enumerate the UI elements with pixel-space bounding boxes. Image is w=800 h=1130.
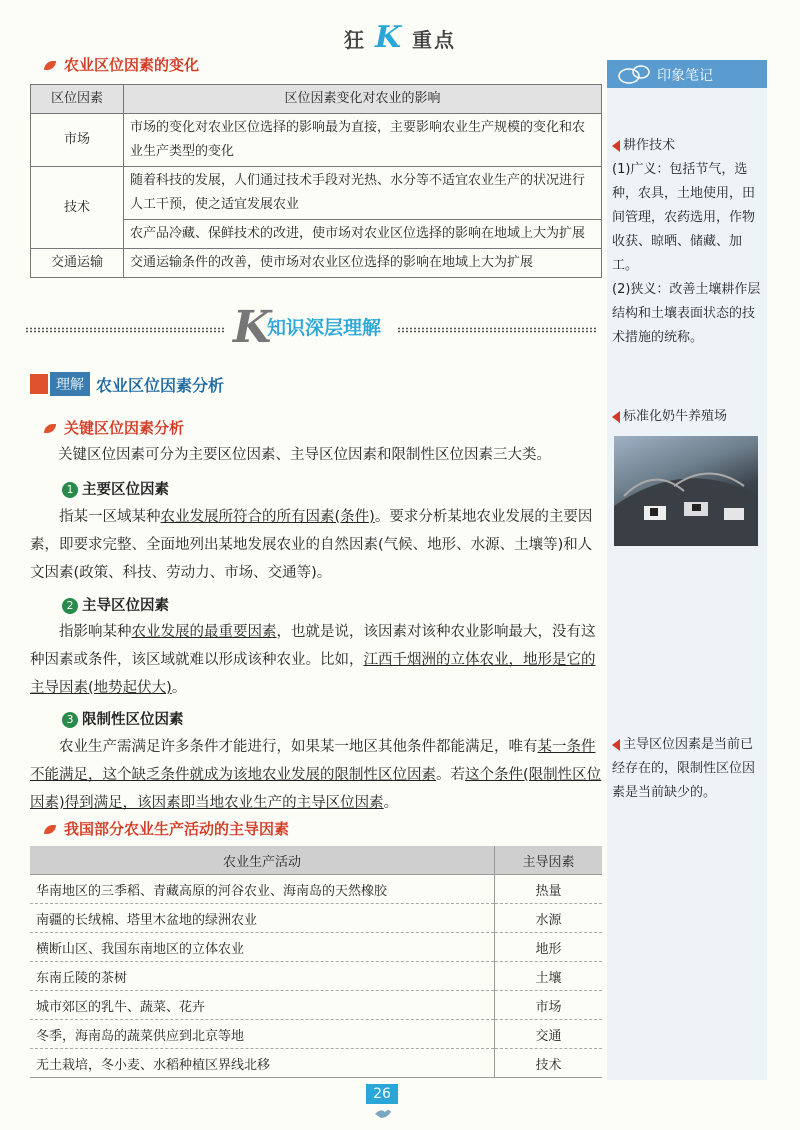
understand-tag: 理解 bbox=[50, 372, 90, 396]
header-left: 狂 bbox=[343, 28, 366, 52]
text-run: 。若 bbox=[436, 767, 465, 783]
item2-title: 主导区位因素 bbox=[82, 598, 169, 614]
activity-cell: 城市郊区的乳牛、蔬菜、花卉 bbox=[30, 991, 495, 1020]
text-run: 。 bbox=[171, 680, 187, 696]
traffic-effect: 交通运输条件的改善，使市场对农业区位选择的影响在地域上大为扩展 bbox=[124, 249, 602, 278]
table-header: 农业生产活动 bbox=[30, 846, 495, 875]
dairy-farm-photo bbox=[614, 436, 758, 546]
activity-cell: 横断山区、我国东南地区的立体农业 bbox=[30, 933, 495, 962]
underlined-text: 这个条件(限制性区位因素)得到满足，该因素即当地农业生产的主导区位因素 bbox=[30, 767, 602, 811]
table-row bbox=[31, 167, 602, 220]
note-text: (2)狭义：改善土壤耕作层结构和土壤表面状态的技术措施的统称。 bbox=[612, 282, 761, 345]
table-row bbox=[30, 1049, 602, 1078]
sidebar-title: 印象笔记 bbox=[657, 68, 713, 84]
table-header: 区位因素变化对农业的影响 bbox=[124, 85, 602, 114]
table-row bbox=[31, 114, 602, 167]
table-row bbox=[30, 1020, 602, 1049]
dotted-divider-right bbox=[397, 327, 597, 333]
table-header-row bbox=[30, 846, 602, 875]
section2-title: 农业区位因素分析 bbox=[96, 375, 225, 395]
section2-heading bbox=[30, 372, 224, 398]
factor-cell: 水源 bbox=[495, 904, 603, 933]
notebook-doodle-icon bbox=[615, 60, 655, 88]
section3-title: 我国部分农业生产活动的主导因素 bbox=[64, 820, 290, 838]
note-farming-tech bbox=[612, 134, 762, 350]
note-title: 耕作技术 bbox=[623, 138, 676, 153]
item1-heading bbox=[62, 478, 169, 499]
book-icon bbox=[30, 374, 48, 394]
factor-cell: 交通 bbox=[495, 1020, 603, 1049]
table-header: 主导因素 bbox=[495, 846, 603, 875]
factor-cell: 地形 bbox=[495, 933, 603, 962]
red-arrow-icon bbox=[612, 140, 620, 152]
item3-title: 限制性区位因素 bbox=[82, 712, 184, 728]
page-number: 26 bbox=[366, 1084, 398, 1104]
item2-heading bbox=[62, 594, 169, 615]
page-header bbox=[0, 20, 800, 55]
text-run: 。 bbox=[383, 795, 399, 811]
note-heading bbox=[612, 134, 762, 158]
text-run: 指某一区域某种 bbox=[59, 509, 161, 525]
text-run: 指影响某种 bbox=[59, 624, 132, 640]
number-badge: 2 bbox=[62, 598, 78, 614]
activity-cell: 东南丘陵的茶树 bbox=[30, 962, 495, 991]
knowledge-banner bbox=[175, 302, 575, 353]
table-row bbox=[30, 991, 602, 1020]
table-row bbox=[30, 875, 602, 904]
underlined-text: 农业发展的最重要因素 bbox=[131, 624, 277, 640]
item2-paragraph bbox=[30, 618, 604, 702]
market-effect: 市场的变化对农业区位选择的影响最为直接，主要影响农业生产规模的变化和农业生产类型的变化 bbox=[124, 114, 602, 167]
factor-market: 市场 bbox=[31, 114, 124, 167]
note-text: 主导区位因素是当前已经存在的，限制性区位因素是当前缺少的。 bbox=[612, 737, 756, 800]
number-badge: 3 bbox=[62, 712, 78, 728]
text-run: ，也就是说，该因素对该种农业影响最大，没有这种因素或条件，该区域就难以形成该种农业。比如， bbox=[30, 624, 596, 668]
bird-icon bbox=[373, 1106, 393, 1120]
table-header-row bbox=[31, 85, 602, 114]
number-badge: 1 bbox=[62, 482, 78, 498]
sidebar-header bbox=[607, 60, 767, 88]
leaf-icon bbox=[44, 424, 56, 433]
dominant-factor-table bbox=[30, 846, 602, 1078]
item3-heading bbox=[62, 708, 184, 729]
factor-traffic: 交通运输 bbox=[31, 249, 124, 278]
banner-title: 知识深层理解 bbox=[267, 317, 382, 339]
activity-cell: 冬季，海南岛的蔬菜供应到北京等地 bbox=[30, 1020, 495, 1049]
item3-paragraph bbox=[30, 733, 604, 817]
item1-title: 主要区位因素 bbox=[82, 482, 169, 498]
factor-tech: 技术 bbox=[31, 167, 124, 249]
subsection-title: 关键区位因素分析 bbox=[64, 419, 185, 437]
note-dominant-factor bbox=[612, 733, 764, 805]
text-run: 农业生产需满足许多条件才能进行，如果某一地区其他条件都能满足，唯有 bbox=[59, 739, 538, 755]
red-arrow-icon bbox=[612, 739, 620, 751]
header-k-logo: K bbox=[374, 20, 404, 55]
dairy-farm-image bbox=[614, 436, 758, 546]
section1-title: 农业区位因素的变化 bbox=[64, 56, 200, 74]
tech-effect-2: 农产品冷藏、保鲜技术的改进，使市场对农业区位选择的影响在地域上大为扩展 bbox=[124, 220, 602, 249]
dotted-divider-left bbox=[25, 327, 225, 333]
caption-text: 标准化奶牛养殖场 bbox=[623, 409, 728, 424]
table-row bbox=[30, 962, 602, 991]
underlined-text: 某一条件不能满足，这个缺乏条件就成为该地农业发展的限制性区位因素 bbox=[30, 739, 596, 783]
red-arrow-icon bbox=[612, 411, 620, 423]
item1-paragraph bbox=[30, 503, 604, 587]
table-row bbox=[30, 904, 602, 933]
factor-change-table bbox=[30, 84, 602, 278]
header-right: 重点 bbox=[412, 28, 456, 52]
factor-cell: 热量 bbox=[495, 875, 603, 904]
activity-cell: 华南地区的三季稻、青藏高原的河谷农业、海南岛的天然橡胶 bbox=[30, 875, 495, 904]
photo-caption bbox=[612, 405, 762, 429]
leaf-icon bbox=[44, 61, 56, 70]
subsection-heading bbox=[44, 417, 184, 438]
factor-cell: 土壤 bbox=[495, 962, 603, 991]
underlined-text: 农业发展所符合的所有因素(条件) bbox=[160, 509, 375, 525]
leaf-icon bbox=[44, 825, 56, 834]
section1-heading bbox=[44, 54, 199, 75]
table-row bbox=[30, 933, 602, 962]
factor-cell: 技术 bbox=[495, 1049, 603, 1078]
underlined-text: 江西千烟洲的立体农业，地形是它的主导因素(地势起伏大) bbox=[30, 652, 596, 696]
table-header: 区位因素 bbox=[31, 85, 124, 114]
activity-cell: 南疆的长绒棉、塔里木盆地的绿洲农业 bbox=[30, 904, 495, 933]
banner-k-logo: K bbox=[233, 302, 272, 353]
intro-paragraph: 关键区位因素可分为主要区位因素、主导区位因素和限制性区位因素三大类。 bbox=[58, 447, 551, 463]
activity-cell: 无土栽培，冬小麦、水稻种植区界线北移 bbox=[30, 1049, 495, 1078]
section3-heading bbox=[44, 818, 289, 839]
factor-cell: 市场 bbox=[495, 991, 603, 1020]
text-run: 。要求分析某地农业发展的主要因素，即要求完整、全面地列出某地发展农业的自然因素(气候、地形、水源、土壤等)和人文因素(政策、科技、劳动力、市场、交通等)。 bbox=[30, 509, 593, 581]
tech-effect-1: 随着科技的发展，人们通过技术手段对光热、水分等不适宜农业生产的状况进行人工干预，使之适宜发展农业 bbox=[124, 167, 602, 220]
note-text: (1)广义：包括节气，选种，农具，土地使用，田间管理，农药选用，作物收获、晾晒、储藏、加工。 bbox=[612, 162, 756, 273]
table-row bbox=[31, 249, 602, 278]
